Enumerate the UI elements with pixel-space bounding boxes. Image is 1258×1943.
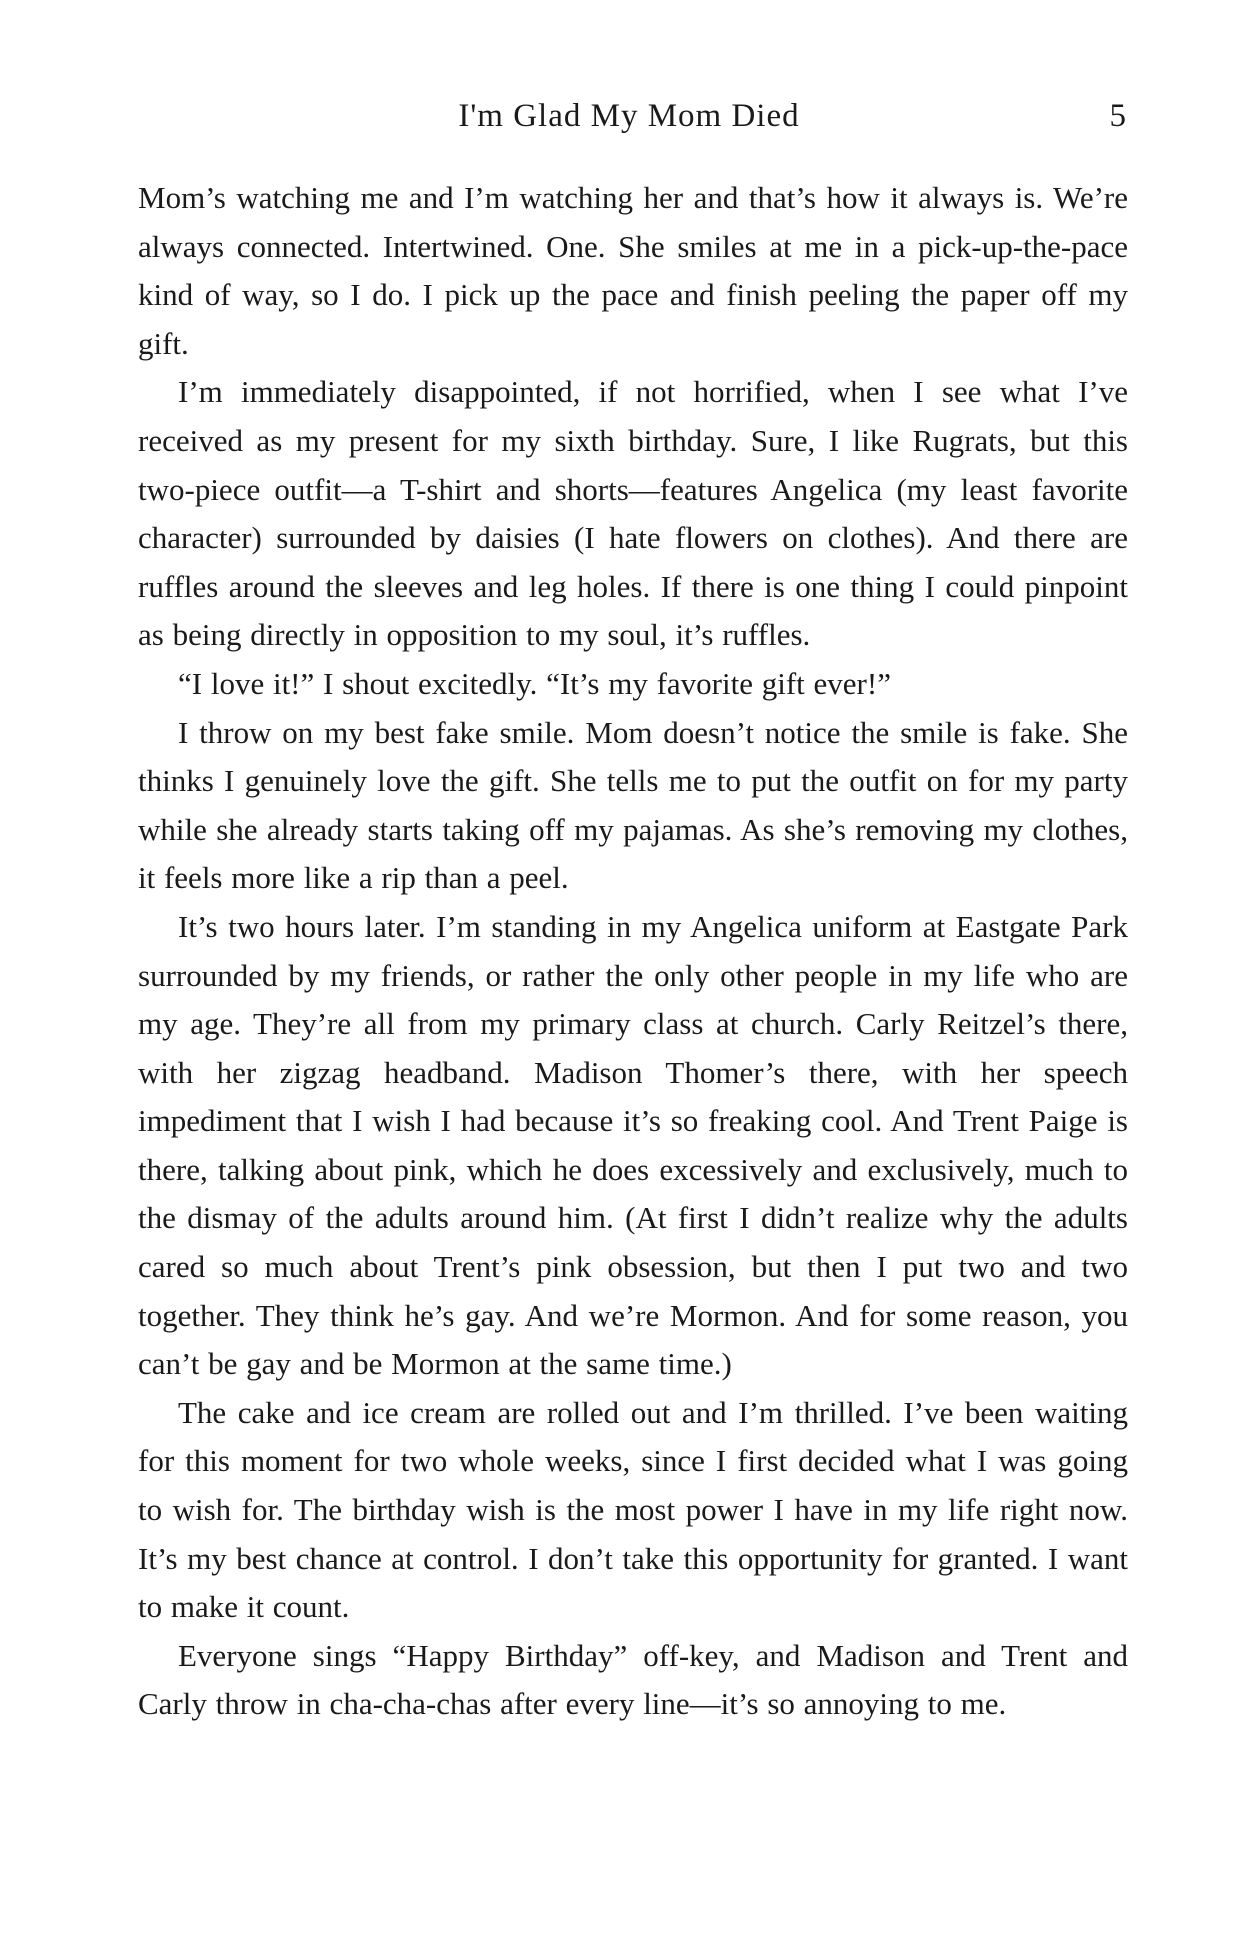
paragraph: It’s two hours later. I’m standing in my Angelica uniform at Eastgate Park surrounded by my friends, or rather the only other people in my life who are my age. They’re all from my primary class at church. Carly Reitzel’s there, with her zigzag headband. Madison Thomer’s there, with her speech impediment that I wish I had because it’s so freaking cool. And Trent Paige is there, talking about pink, which he does excessively and exclusively, much to the dismay of the adults around him. (At first I didn’t realize why the adults cared so much about Trent’s pink obsession, but then I put two and two together. They think he’s gay. And we’re Mormon. And for some reason, you can’t be gay and be Mormon at the same time.) (138, 908, 1128, 1382)
body-text (138, 174, 1128, 1729)
running-head (0, 96, 1258, 136)
paragraph: Everyone sings “Happy Birthday” off-key, and Madison and Trent and Carly throw in cha-cha-chas after every line—it’s so annoying to me. (138, 1637, 1128, 1722)
page-number: 5 (1109, 98, 1126, 134)
paragraph: I’m immediately disappointed, if not horrified, when I see what I’ve received as my present for my sixth birthday. Sure, I like Rugrats, but this two-piece outfit—a T-shirt and shorts—features Angelica (my least favorite character) surrounded by daisies (I hate flowers on clothes). And there are ruffles around the sleeves and leg holes. If there is one thing I could pinpoint as being directly in opposition to my soul, it’s ruffles. (138, 374, 1128, 653)
paragraph: The cake and ice cream are rolled out and I’m thrilled. I’ve been waiting for this moment for two whole weeks, since I first decided what I was going to wish for. The birthday wish is the most power I have in my life right now. It’s my best chance at control. I don’t take this opportunity for granted. I want to make it count. (138, 1394, 1128, 1625)
paragraph: Mom’s watching me and I’m watching her and that’s how it always is. We’re always connected. Intertwined. One. She smiles at me in a pick-up-the-pace kind of way, so I do. I pick up the pace and finish peeling the paper off my gift. (138, 180, 1128, 361)
running-title: I'm Glad My Mom Died (458, 98, 800, 134)
paragraph: I throw on my best fake smile. Mom doesn’t notice the smile is fake. She thinks I genuinely love the gift. She tells me to put the outfit on for my party while she already starts taking off my pajamas. As she’s removing my clothes, it feels more like a rip than a peel. (138, 714, 1128, 896)
paragraph: “I love it!” I shout excitedly. “It’s my favorite gift ever!” (178, 665, 891, 701)
